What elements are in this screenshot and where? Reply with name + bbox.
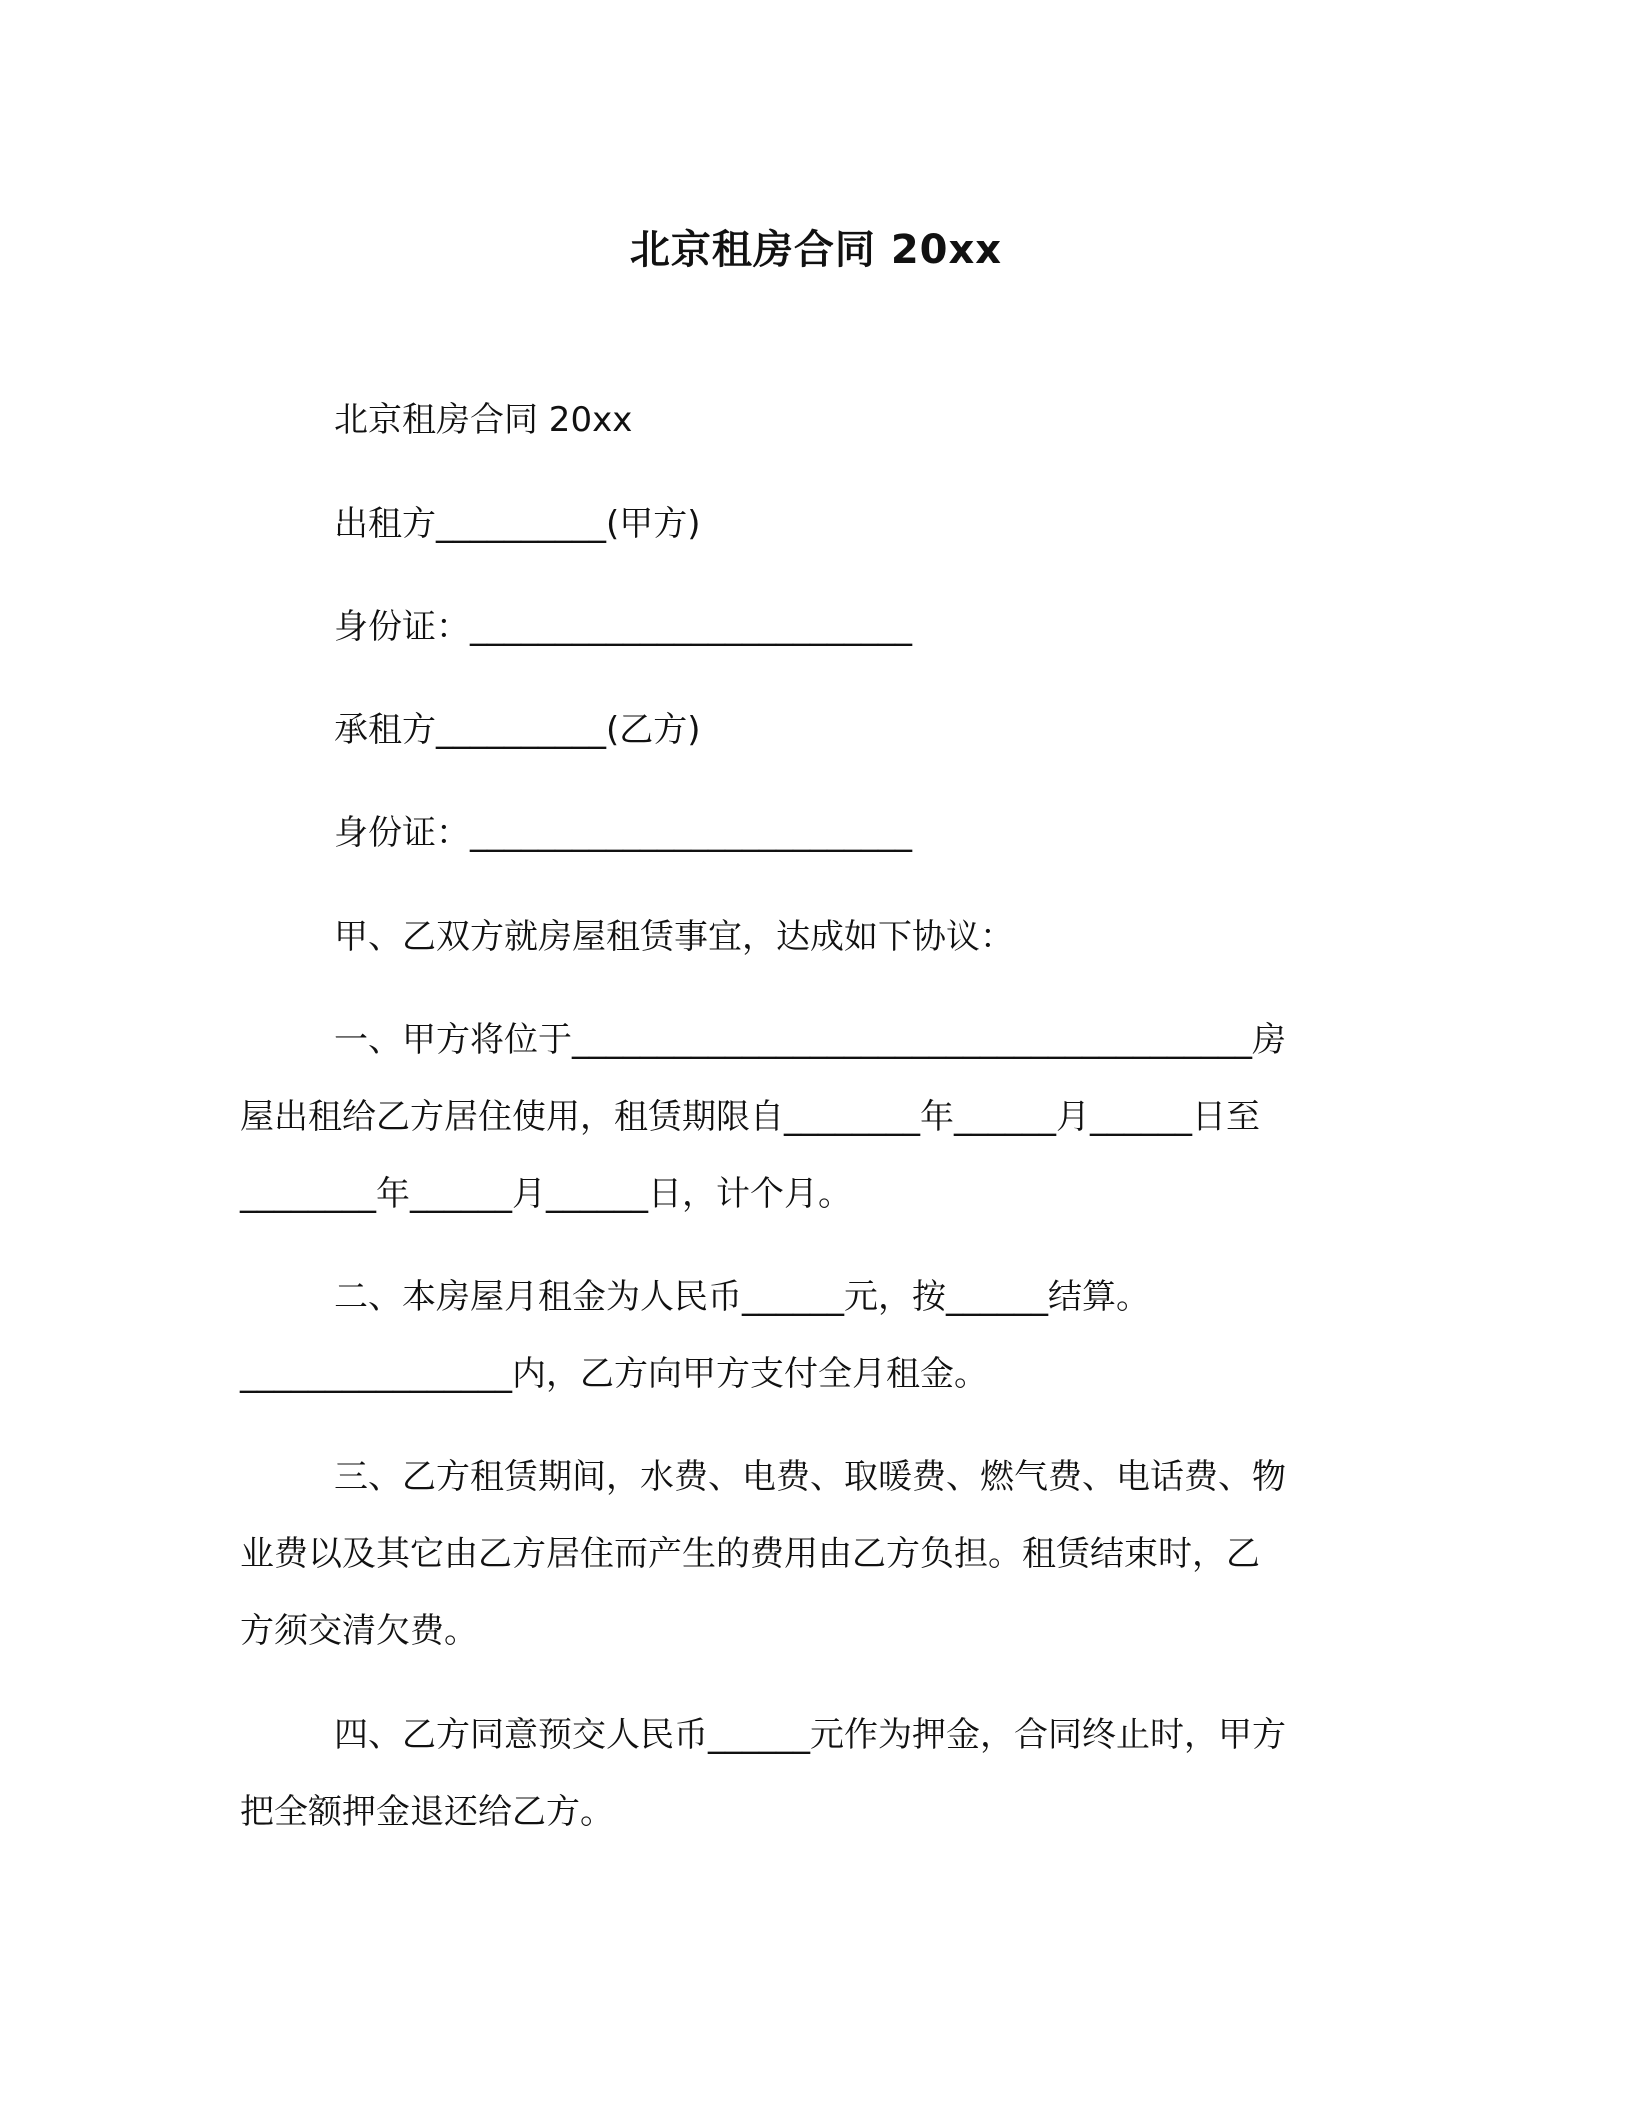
clause3-line-2: 业费以及其它由乙方居住而产生的费用由乙方负担。租赁结束时，乙 [240,1534,1260,1574]
lessor-line: 出租方__________(甲方) [334,504,701,544]
clause1-line-1: 一、甲方将位于________________________________________房 [334,1020,1286,1060]
clause3-line-1: 三、乙方租赁期间，水费、电费、取暖费、燃气费、电话费、物 [334,1457,1286,1497]
clause2-line-2: ________________内，乙方向甲方支付全月租金。 [240,1354,988,1394]
clause4-line-2: 把全额押金退还给乙方。 [240,1792,614,1832]
intro-line: 甲、乙双方就房屋租赁事宜，达成如下协议： [334,917,1014,957]
clause2-line-1: 二、本房屋月租金为人民币______元，按______结算。 [334,1277,1150,1317]
lessee-line: 承租方__________(乙方) [334,710,701,750]
clause1-line-2: 屋出租给乙方居住使用，租赁期限自________年______月______日至 [240,1097,1260,1137]
clause3-line-3: 方须交清欠费。 [240,1611,478,1651]
lessor-id-line: 身份证：__________________________ [334,607,912,647]
lessee-id-line: 身份证：__________________________ [334,813,912,853]
document-title: 北京租房合同 20xx [629,227,1003,273]
clause4-line-1: 四、乙方同意预交人民币______元作为押金，合同终止时，甲方 [334,1715,1286,1755]
heading-line: 北京租房合同 20xx [334,400,633,440]
clause1-line-3: ________年______月______日，计个月。 [240,1174,852,1214]
